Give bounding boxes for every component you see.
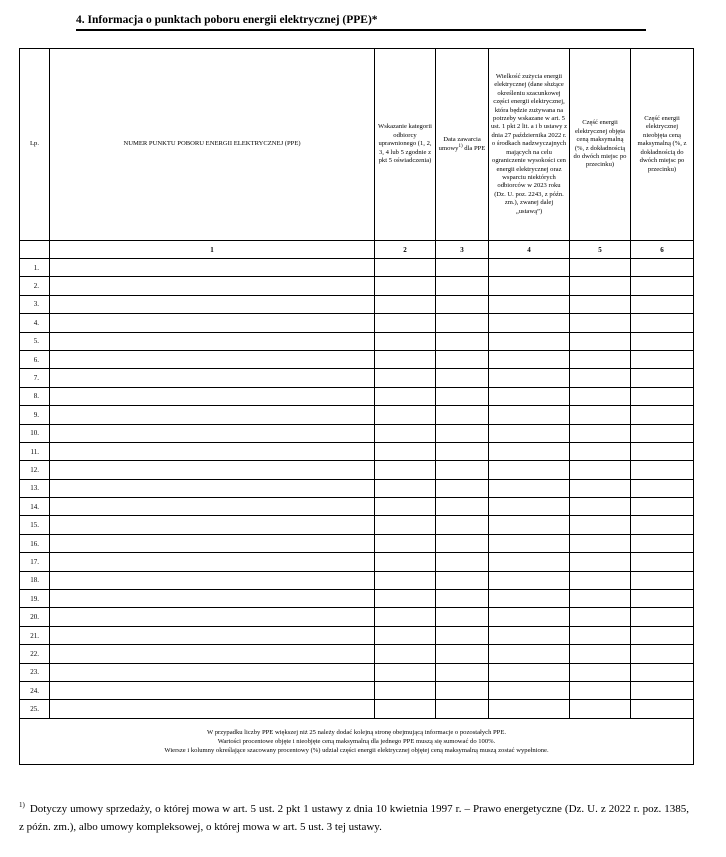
header-contract-date-text: Data zawarcia umowy xyxy=(438,136,481,152)
contract-date-cell[interactable] xyxy=(436,626,489,644)
table-row xyxy=(20,663,694,681)
row-number: 17. xyxy=(20,553,50,571)
ppe-number-cell[interactable] xyxy=(50,534,375,552)
contract-date-cell[interactable] xyxy=(436,406,489,424)
not-covered-cell[interactable] xyxy=(631,479,694,497)
covered-cell[interactable] xyxy=(570,700,631,718)
ppe-number-cell[interactable] xyxy=(50,608,375,626)
consumption-cell[interactable] xyxy=(489,571,570,589)
ppe-number-cell[interactable] xyxy=(50,332,375,350)
header-contract-date xyxy=(436,49,489,241)
ppe-number-cell[interactable] xyxy=(50,498,375,516)
ppe-number-cell[interactable] xyxy=(50,369,375,387)
column-number-4: 4 xyxy=(489,241,570,259)
consumption-cell[interactable] xyxy=(489,259,570,277)
contract-date-cell[interactable] xyxy=(436,534,489,552)
note-line: W przypadku liczby PPE większej niż 25 należy dodać kolejną stronę obejmującą informacje o pozostałych PPE. xyxy=(206,728,507,736)
contract-date-cell[interactable] xyxy=(436,553,489,571)
not-covered-cell[interactable] xyxy=(631,498,694,516)
consumption-cell[interactable] xyxy=(489,369,570,387)
contract-date-cell[interactable] xyxy=(436,479,489,497)
row-number: 11. xyxy=(20,442,50,460)
ppe-number-cell[interactable] xyxy=(50,387,375,405)
consumption-cell[interactable] xyxy=(489,498,570,516)
covered-cell[interactable] xyxy=(570,663,631,681)
contract-date-cell[interactable] xyxy=(436,516,489,534)
ppe-number-cell[interactable] xyxy=(50,295,375,313)
ppe-number-cell[interactable] xyxy=(50,700,375,718)
consumption-cell[interactable] xyxy=(489,626,570,644)
column-number-6: 6 xyxy=(631,241,694,259)
ppe-number-cell[interactable] xyxy=(50,590,375,608)
column-number-2: 2 xyxy=(375,241,436,259)
contract-date-cell[interactable] xyxy=(436,442,489,460)
row-number: 3. xyxy=(20,295,50,313)
ppe-number-cell[interactable] xyxy=(50,626,375,644)
covered-cell[interactable] xyxy=(570,406,631,424)
covered-cell[interactable] xyxy=(570,369,631,387)
consumption-cell[interactable] xyxy=(489,553,570,571)
category-cell[interactable] xyxy=(375,534,436,552)
not-covered-cell[interactable] xyxy=(631,369,694,387)
category-cell[interactable] xyxy=(375,700,436,718)
notes-row xyxy=(20,718,694,764)
consumption-cell[interactable] xyxy=(489,406,570,424)
header-row xyxy=(20,49,694,241)
ppe-number-cell[interactable] xyxy=(50,442,375,460)
table-row xyxy=(20,406,694,424)
header-covered xyxy=(570,49,631,241)
row-number: 23. xyxy=(20,663,50,681)
header-consumption xyxy=(489,49,570,241)
covered-cell[interactable] xyxy=(570,442,631,460)
consumption-cell[interactable] xyxy=(489,590,570,608)
contract-date-cell[interactable] xyxy=(436,295,489,313)
footnote-text: Dotyczy umowy sprzedaży, o której mowa w art. 5 ust. 2 pkt 1 ustawy z dnia 10 kwietnia 1997 r. – Prawo energetyczne (Dz. U. z 2022 r. poz. 1385, z późn. zm.), albo umowy kompleksowej, o której mowa w art. 5 ust. 3 tej ustawy. xyxy=(19,803,689,833)
covered-cell[interactable] xyxy=(570,498,631,516)
consumption-cell[interactable] xyxy=(489,516,570,534)
header-consumption-text: Wielkość zużycia energii elektrycznej (dane służące określeniu szacunkowej części energii elektrycznej, która będzie zużywana na potrzeby wskazane w art. 5 ust. 1 pkt 2 lit. a i b ustawy z dnia 27 października 2022 r. o środkach nadzwyczajnych mających na celu ograniczenie wysokości cen energii elektrycznej oraz wsparciu niektórych odbiorców w 2023 roku (Dz. U. poz. 2243, z późn. zm.), zwanej dalej „ustawą”) xyxy=(491,73,568,215)
contract-date-cell[interactable] xyxy=(436,424,489,442)
category-cell[interactable] xyxy=(375,259,436,277)
not-covered-cell[interactable] xyxy=(631,553,694,571)
row-number: 12. xyxy=(20,461,50,479)
not-covered-cell[interactable] xyxy=(631,424,694,442)
row-number: 25. xyxy=(20,700,50,718)
ppe-number-cell[interactable] xyxy=(50,571,375,589)
table-row xyxy=(20,350,694,368)
category-cell[interactable] xyxy=(375,479,436,497)
column-number-3: 3 xyxy=(436,241,489,259)
not-covered-cell[interactable] xyxy=(631,259,694,277)
contract-date-cell[interactable] xyxy=(436,259,489,277)
header-category xyxy=(375,49,436,241)
ppe-table xyxy=(19,48,694,765)
not-covered-cell[interactable] xyxy=(631,442,694,460)
not-covered-cell[interactable] xyxy=(631,681,694,699)
row-number: 20. xyxy=(20,608,50,626)
category-cell[interactable] xyxy=(375,442,436,460)
category-cell[interactable] xyxy=(375,516,436,534)
consumption-cell[interactable] xyxy=(489,442,570,460)
row-number: 10. xyxy=(20,424,50,442)
consumption-cell[interactable] xyxy=(489,424,570,442)
contract-date-cell[interactable] xyxy=(436,369,489,387)
header-not-covered xyxy=(631,49,694,241)
not-covered-cell[interactable] xyxy=(631,626,694,644)
table-row xyxy=(20,534,694,552)
covered-cell[interactable] xyxy=(570,350,631,368)
consumption-cell[interactable] xyxy=(489,681,570,699)
consumption-cell[interactable] xyxy=(489,350,570,368)
consumption-cell[interactable] xyxy=(489,332,570,350)
category-cell[interactable] xyxy=(375,608,436,626)
covered-cell[interactable] xyxy=(570,424,631,442)
covered-cell[interactable] xyxy=(570,332,631,350)
column-number-5: 5 xyxy=(570,241,631,259)
category-cell[interactable] xyxy=(375,424,436,442)
column-number-row xyxy=(20,241,694,259)
covered-cell[interactable] xyxy=(570,645,631,663)
header-not-covered-text: Część energii elektrycznej nieobjęta ceną maksymalną (%, z dokładnością do dwóch miejsc po przecinku) xyxy=(637,115,687,173)
row-number: 14. xyxy=(20,498,50,516)
ppe-number-cell[interactable] xyxy=(50,553,375,571)
table-row xyxy=(20,295,694,313)
contract-date-cell[interactable] xyxy=(436,314,489,332)
not-covered-cell[interactable] xyxy=(631,608,694,626)
category-cell[interactable] xyxy=(375,626,436,644)
contract-date-cell[interactable] xyxy=(436,498,489,516)
category-cell[interactable] xyxy=(375,645,436,663)
category-cell[interactable] xyxy=(375,461,436,479)
category-cell[interactable] xyxy=(375,369,436,387)
category-cell[interactable] xyxy=(375,295,436,313)
column-number-1: 1 xyxy=(50,241,375,259)
category-cell[interactable] xyxy=(375,332,436,350)
contract-date-cell[interactable] xyxy=(436,332,489,350)
category-cell[interactable] xyxy=(375,406,436,424)
table-row xyxy=(20,553,694,571)
contract-date-cell[interactable] xyxy=(436,350,489,368)
footnote xyxy=(19,800,689,836)
table-row xyxy=(20,590,694,608)
not-covered-cell[interactable] xyxy=(631,700,694,718)
note-line: Wartości procentowe objęte i nieobjęte ceną maksymalną dla jednego PPE muszą się sumować do 100%. xyxy=(217,737,496,745)
table-row xyxy=(20,498,694,516)
header-ppe-number: NUMER PUNKTU POBORU ENERGII ELEKTRYCZNEJ (PPE) xyxy=(50,49,375,241)
table-row xyxy=(20,626,694,644)
covered-cell[interactable] xyxy=(570,681,631,699)
covered-cell[interactable] xyxy=(570,259,631,277)
header-contract-date-sup: 1) xyxy=(458,143,463,149)
not-covered-cell[interactable] xyxy=(631,590,694,608)
covered-cell[interactable] xyxy=(570,608,631,626)
consumption-cell[interactable] xyxy=(489,608,570,626)
consumption-cell[interactable] xyxy=(489,277,570,295)
not-covered-cell[interactable] xyxy=(631,332,694,350)
row-number: 16. xyxy=(20,534,50,552)
header-category-text: Wskazanie kategorii odbiorcy uprawnionego (1, 2, 3, 4 lub 5 zgodnie z pkt 5 oświadczenia) xyxy=(377,123,432,165)
row-number: 6. xyxy=(20,350,50,368)
ppe-number-cell[interactable] xyxy=(50,681,375,699)
not-covered-cell[interactable] xyxy=(631,645,694,663)
column-number-empty xyxy=(20,241,50,259)
not-covered-cell[interactable] xyxy=(631,295,694,313)
ppe-number-cell[interactable] xyxy=(50,314,375,332)
contract-date-cell[interactable] xyxy=(436,590,489,608)
category-cell[interactable] xyxy=(375,498,436,516)
not-covered-cell[interactable] xyxy=(631,277,694,295)
header-lp: Lp. xyxy=(20,49,50,241)
contract-date-cell[interactable] xyxy=(436,571,489,589)
ppe-number-cell[interactable] xyxy=(50,277,375,295)
contract-date-cell[interactable] xyxy=(436,700,489,718)
table-row xyxy=(20,461,694,479)
table-row xyxy=(20,369,694,387)
contract-date-cell[interactable] xyxy=(436,387,489,405)
covered-cell[interactable] xyxy=(570,590,631,608)
covered-cell[interactable] xyxy=(570,479,631,497)
category-cell[interactable] xyxy=(375,314,436,332)
contract-date-cell[interactable] xyxy=(436,461,489,479)
row-number: 8. xyxy=(20,387,50,405)
table-row xyxy=(20,442,694,460)
ppe-number-cell[interactable] xyxy=(50,645,375,663)
table-row xyxy=(20,424,694,442)
header-contract-date-suffix: dla PPE xyxy=(462,144,486,152)
ppe-number-cell[interactable] xyxy=(50,461,375,479)
contract-date-cell[interactable] xyxy=(436,645,489,663)
table-row xyxy=(20,571,694,589)
note-line: Wiersze i kolumny określające szacowany procentowy (%) udział części energii elektrycznej objętej ceną maksymalną muszą zostać wypełnione. xyxy=(164,746,549,754)
table-body xyxy=(20,259,694,719)
table-row xyxy=(20,259,694,277)
row-number: 13. xyxy=(20,479,50,497)
row-number: 24. xyxy=(20,681,50,699)
covered-cell[interactable] xyxy=(570,626,631,644)
contract-date-cell[interactable] xyxy=(436,608,489,626)
table-row xyxy=(20,700,694,718)
not-covered-cell[interactable] xyxy=(631,406,694,424)
covered-cell[interactable] xyxy=(570,461,631,479)
covered-cell[interactable] xyxy=(570,387,631,405)
consumption-cell[interactable] xyxy=(489,663,570,681)
header-covered-text: Część energii elektrycznej objęta ceną maksymalną (%, z dokładnością do dwóch miejsc po przecinku) xyxy=(573,119,627,169)
row-number: 4. xyxy=(20,314,50,332)
category-cell[interactable] xyxy=(375,590,436,608)
table-row xyxy=(20,645,694,663)
row-number: 21. xyxy=(20,626,50,644)
table-row xyxy=(20,277,694,295)
consumption-cell[interactable] xyxy=(489,295,570,313)
not-covered-cell[interactable] xyxy=(631,663,694,681)
not-covered-cell[interactable] xyxy=(631,571,694,589)
ppe-number-cell[interactable] xyxy=(50,350,375,368)
contract-date-cell[interactable] xyxy=(436,663,489,681)
consumption-cell[interactable] xyxy=(489,479,570,497)
category-cell[interactable] xyxy=(375,681,436,699)
covered-cell[interactable] xyxy=(570,516,631,534)
consumption-cell[interactable] xyxy=(489,534,570,552)
category-cell[interactable] xyxy=(375,553,436,571)
category-cell[interactable] xyxy=(375,387,436,405)
covered-cell[interactable] xyxy=(570,295,631,313)
table-row xyxy=(20,387,694,405)
covered-cell[interactable] xyxy=(570,553,631,571)
category-cell[interactable] xyxy=(375,663,436,681)
row-number: 5. xyxy=(20,332,50,350)
category-cell[interactable] xyxy=(375,350,436,368)
ppe-number-cell[interactable] xyxy=(50,663,375,681)
row-number: 9. xyxy=(20,406,50,424)
row-number: 15. xyxy=(20,516,50,534)
not-covered-cell[interactable] xyxy=(631,461,694,479)
row-number: 7. xyxy=(20,369,50,387)
not-covered-cell[interactable] xyxy=(631,350,694,368)
category-cell[interactable] xyxy=(375,277,436,295)
notes-cell xyxy=(20,718,694,764)
table-row xyxy=(20,608,694,626)
not-covered-cell[interactable] xyxy=(631,516,694,534)
ppe-number-cell[interactable] xyxy=(50,479,375,497)
consumption-cell[interactable] xyxy=(489,645,570,663)
ppe-number-cell[interactable] xyxy=(50,516,375,534)
covered-cell[interactable] xyxy=(570,314,631,332)
row-number: 2. xyxy=(20,277,50,295)
contract-date-cell[interactable] xyxy=(436,277,489,295)
row-number: 19. xyxy=(20,590,50,608)
row-number: 18. xyxy=(20,571,50,589)
table-row xyxy=(20,332,694,350)
table-row xyxy=(20,681,694,699)
table-row xyxy=(20,516,694,534)
ppe-number-cell[interactable] xyxy=(50,259,375,277)
section-title: 4. Informacja o punktach poboru energii elektrycznej (PPE)* xyxy=(76,13,646,31)
consumption-cell[interactable] xyxy=(489,461,570,479)
row-number: 22. xyxy=(20,645,50,663)
table-row xyxy=(20,314,694,332)
contract-date-cell[interactable] xyxy=(436,681,489,699)
footnote-marker: 1) xyxy=(19,801,25,810)
covered-cell[interactable] xyxy=(570,277,631,295)
consumption-cell[interactable] xyxy=(489,700,570,718)
not-covered-cell[interactable] xyxy=(631,314,694,332)
category-cell[interactable] xyxy=(375,571,436,589)
not-covered-cell[interactable] xyxy=(631,387,694,405)
consumption-cell[interactable] xyxy=(489,387,570,405)
covered-cell[interactable] xyxy=(570,534,631,552)
not-covered-cell[interactable] xyxy=(631,534,694,552)
table-row xyxy=(20,479,694,497)
covered-cell[interactable] xyxy=(570,571,631,589)
row-number: 1. xyxy=(20,259,50,277)
ppe-number-cell[interactable] xyxy=(50,406,375,424)
consumption-cell[interactable] xyxy=(489,314,570,332)
ppe-number-cell[interactable] xyxy=(50,424,375,442)
